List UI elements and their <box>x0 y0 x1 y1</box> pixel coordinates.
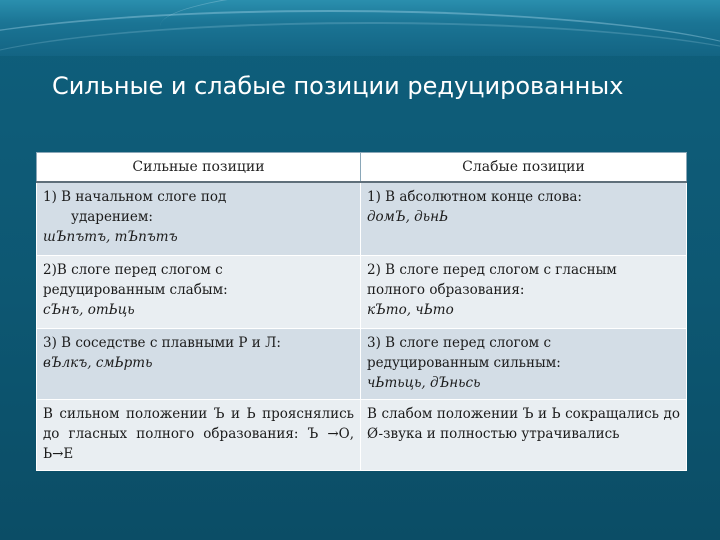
cell-example: шЪпътъ, тЪпътъ <box>43 229 178 245</box>
cell-text: 1) В абсолютном конце слова: <box>367 189 582 205</box>
header-strong-positions: Сильные позиции <box>37 153 361 183</box>
slide-title: Сильные и слабые позиции редуцированных <box>52 72 624 100</box>
cell-text: редуцированным сильным: <box>367 355 561 371</box>
cell-example: вЪлкъ, смЬрть <box>43 355 153 371</box>
cell-text: 3) В соседстве с плавными Р и Л: <box>43 335 281 351</box>
table-row <box>37 329 687 400</box>
strong-cell-2 <box>37 256 361 329</box>
cell-text: полного образования: <box>367 282 525 298</box>
header-weak-positions: Слабые позиции <box>361 153 687 183</box>
cell-example: чЬтьць, дЪньсь <box>367 375 481 391</box>
strong-summary-cell: В сильном положении Ъ и Ь прояснялись до гласных полного образования: Ъ →О, Ь→Е <box>37 400 361 471</box>
positions-table <box>36 152 686 471</box>
wave-decoration <box>160 0 720 56</box>
cell-example: кЪто, чЬто <box>367 302 454 318</box>
table-row <box>37 400 687 471</box>
weak-cell-2 <box>361 256 687 329</box>
cell-text: 2)В слоге перед слогом с <box>43 262 223 278</box>
cell-text: 3) В слоге перед слогом с <box>367 335 552 351</box>
cell-text: редуцированным слабым: <box>43 282 228 298</box>
cell-text: 2) В слоге перед слогом с гласным <box>367 262 617 278</box>
weak-cell-1 <box>361 182 687 256</box>
strong-cell-1 <box>37 182 361 256</box>
table-row <box>37 182 687 256</box>
table-row <box>37 256 687 329</box>
weak-summary-cell: В слабом положении Ъ и Ь сокращались до Ø-звука и полностью утрачивались <box>361 400 687 471</box>
cell-example: сЪнъ, отЬць <box>43 302 135 318</box>
positions-table-grid <box>36 152 687 471</box>
weak-cell-3 <box>361 329 687 400</box>
cell-text: ударением: <box>71 209 153 225</box>
cell-text: 1) В начальном слоге под <box>43 189 227 205</box>
cell-example: домЪ, дьнЬ <box>367 209 449 225</box>
strong-cell-3 <box>37 329 361 400</box>
title-band-decoration <box>0 0 720 56</box>
table-header-row <box>37 153 687 183</box>
